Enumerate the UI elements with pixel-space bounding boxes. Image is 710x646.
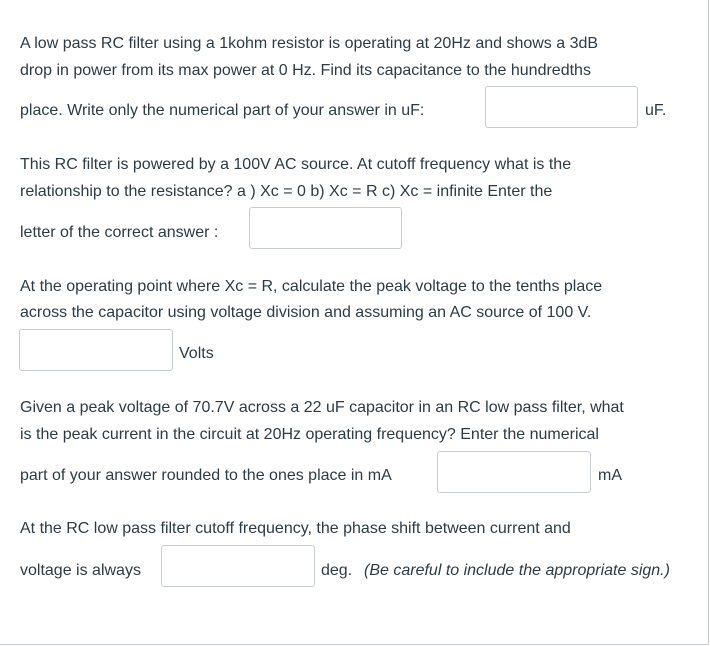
question-2-text-line-3: letter of the correct answer : bbox=[20, 224, 219, 241]
capacitance-unit-label: uF. bbox=[645, 102, 667, 119]
relationship-answer-input[interactable] bbox=[249, 207, 402, 249]
sign-hint-note: (Be careful to include the appropriate sign.) bbox=[364, 562, 670, 579]
question-1-text-line-2: drop in power from its max power at 0 Hz. Find its capacitance to the hundredths bbox=[20, 62, 591, 79]
peak-current-answer-input[interactable] bbox=[437, 451, 591, 493]
question-1-text-line-3: place. Write only the numerical part of your answer in uF: bbox=[20, 102, 425, 119]
question-5-text-line-1: At the RC low pass filter cutoff frequency, the phase shift between current and bbox=[20, 520, 571, 537]
question-2-text-line-1: This RC filter is powered by a 100V AC source. At cutoff frequency what is the bbox=[20, 156, 572, 173]
phase-shift-answer-input[interactable] bbox=[161, 545, 315, 587]
question-3-text-line-2: across the capacitor using voltage division and assuming an AC source of 100 V. bbox=[20, 304, 592, 321]
question-1-text-line-1: A low pass RC filter using a 1kohm resistor is operating at 20Hz and shows a 3dB bbox=[20, 35, 599, 52]
peak-voltage-answer-input[interactable] bbox=[19, 329, 173, 371]
question-4-text-line-2: is the peak current in the circuit at 20Hz operating frequency? Enter the numerical bbox=[20, 426, 599, 443]
question-5-text-line-2: voltage is always bbox=[20, 562, 141, 579]
question-4-text-line-3: part of your answer rounded to the ones place in mA bbox=[20, 467, 392, 484]
milliamps-unit-label: mA bbox=[598, 467, 622, 484]
question-4-text-line-1: Given a peak voltage of 70.7V across a 22 uF capacitor in an RC low pass filter, what bbox=[20, 399, 624, 416]
volts-unit-label: Volts bbox=[179, 345, 214, 362]
degrees-unit-label: deg. bbox=[321, 562, 353, 579]
question-3-text-line-1: At the operating point where Xc = R, calculate the peak voltage to the tenths place bbox=[20, 278, 603, 295]
question-2-text-line-2: relationship to the resistance? a ) Xc = 0 b) Xc = R c) Xc = infinite Enter the bbox=[20, 183, 553, 200]
capacitance-answer-input[interactable] bbox=[485, 86, 638, 128]
